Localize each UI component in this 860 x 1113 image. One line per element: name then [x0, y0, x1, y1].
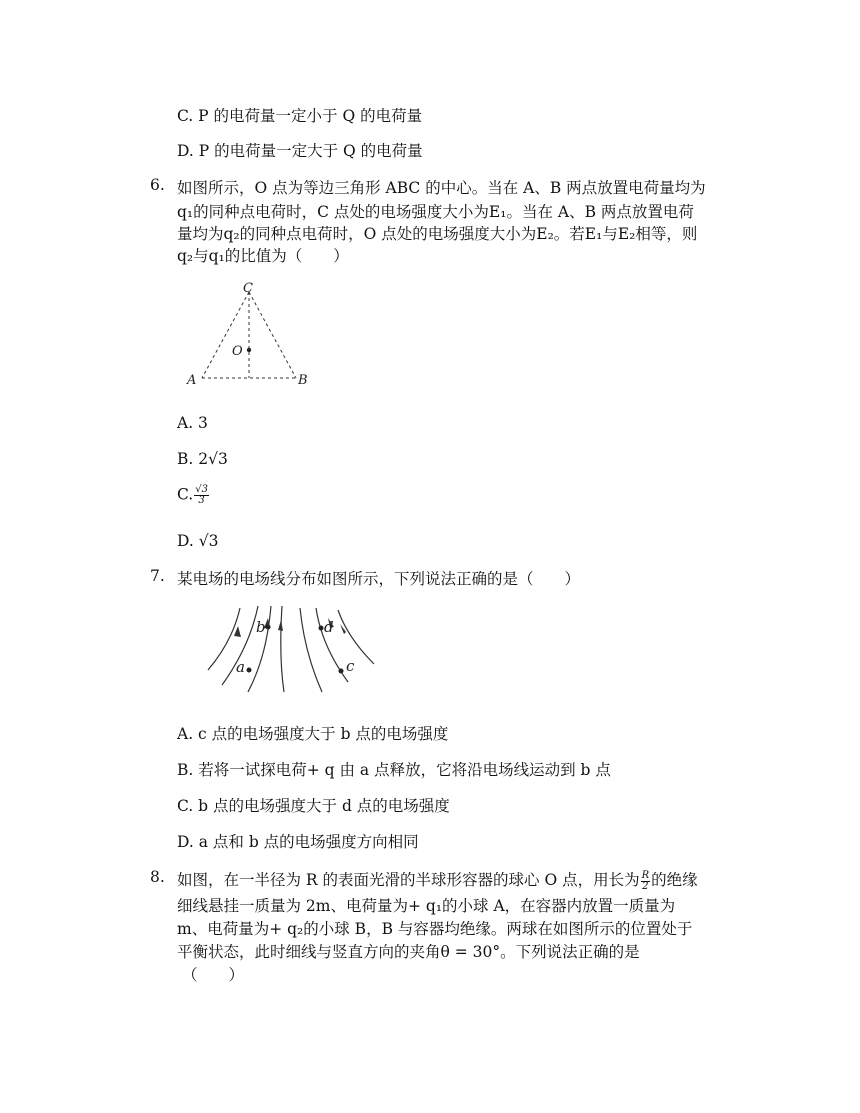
q6-option-c-prefix: C.: [177, 485, 194, 504]
q7-option-c: C. b 点的电场强度大于 d 点的电场强度: [177, 797, 450, 815]
q6-option-d: D. √3: [177, 532, 219, 550]
q5-option-c: C. P 的电荷量一定小于 Q 的电荷量: [177, 107, 423, 125]
q6-option-a: A. 3: [177, 414, 208, 432]
fraction-numerator: √3: [195, 484, 208, 495]
q7-stem: 某电场的电场线分布如图所示，下列说法正确的是（ ）: [177, 570, 581, 588]
q8-stem-line1-a: 如图，在一半径为 R 的表面光滑的半球形容器的球心 O 点，用长为: [177, 871, 640, 889]
label-a: a: [236, 658, 245, 676]
q7-option-d: D. a 点和 b 点的电场强度方向相同: [177, 833, 419, 851]
field-line-7: [338, 610, 374, 664]
q6-option-c: [177, 485, 210, 506]
point-o: [247, 348, 251, 352]
q5-option-d: D. P 的电荷量一定大于 Q 的电荷量: [177, 142, 423, 160]
point-b: [266, 625, 271, 630]
fraction-denominator: 3: [198, 495, 205, 506]
point-d: [319, 626, 324, 631]
label-c: C: [243, 281, 253, 296]
edge-cb: [249, 292, 296, 378]
fraction-denominator: 2: [642, 880, 649, 892]
label-b: B: [298, 373, 308, 388]
arrow-3: [278, 620, 283, 631]
q6-stem-line4: q₂与q₁的比值为（ ）: [177, 247, 349, 265]
q7-number: 7.: [150, 567, 165, 585]
label-c: c: [346, 657, 355, 675]
q6-option-c-fraction: [194, 485, 209, 506]
q6-stem-line3: 量均为q₂的同种点电荷时，O 点处的电场强度大小为E₂。若E₁与E₂相等，则: [177, 225, 698, 243]
q8-stem-line5: （ ）: [182, 966, 245, 984]
label-d: d: [324, 618, 334, 636]
point-c: [339, 669, 344, 674]
arrow-1: [234, 626, 241, 637]
q8-stem-line3: m、电荷量为+ q₂的小球 B，B 与容器均绝缘。两球在如图所示的位置处于: [177, 920, 693, 938]
triangle-edges: [202, 292, 296, 378]
q6-number: 6.: [150, 176, 165, 194]
field-line-4: [281, 606, 284, 692]
q8-stem-line2: 细线悬挂一质量为 2m、电荷量为+ q₁的小球 A，在容器内放置一质量为: [177, 897, 676, 915]
q7-field-lines-figure: [200, 600, 380, 700]
label-o: O: [232, 344, 243, 359]
q8-stem-line1-b: 的绝缘: [651, 871, 698, 889]
q7-option-a: A. c 点的电场强度大于 b 点的电场强度: [177, 725, 449, 743]
q8-length-fraction: [641, 871, 651, 892]
point-a: [247, 668, 252, 673]
fraction-numerator: R: [641, 869, 650, 881]
field-lines: [208, 606, 374, 692]
q8-stem-line1: [177, 868, 698, 892]
q8-stem-line4: 平衡状态，此时细线与竖直方向的夹角θ = 30°。下列说法正确的是: [177, 943, 640, 961]
label-a: A: [187, 373, 197, 388]
q8-number: 8.: [150, 868, 165, 886]
label-b: b: [256, 618, 266, 636]
q7-option-b: B. 若将一试探电荷+ q 由 a 点释放，它将沿电场线运动到 b 点: [177, 761, 611, 779]
edge-ca: [202, 292, 249, 378]
q6-triangle-figure: [185, 280, 315, 390]
q6-stem-line2: q₁的同种点电荷时，C 点处的电场强度大小为E₁。当在 A、B 两点放置电荷: [177, 203, 694, 221]
q6-option-b: B. 2√3: [177, 450, 228, 468]
q6-stem-line1: 如图所示，O 点为等边三角形 ABC 的中心。当在 A、B 两点放置电荷量均为: [177, 179, 706, 197]
